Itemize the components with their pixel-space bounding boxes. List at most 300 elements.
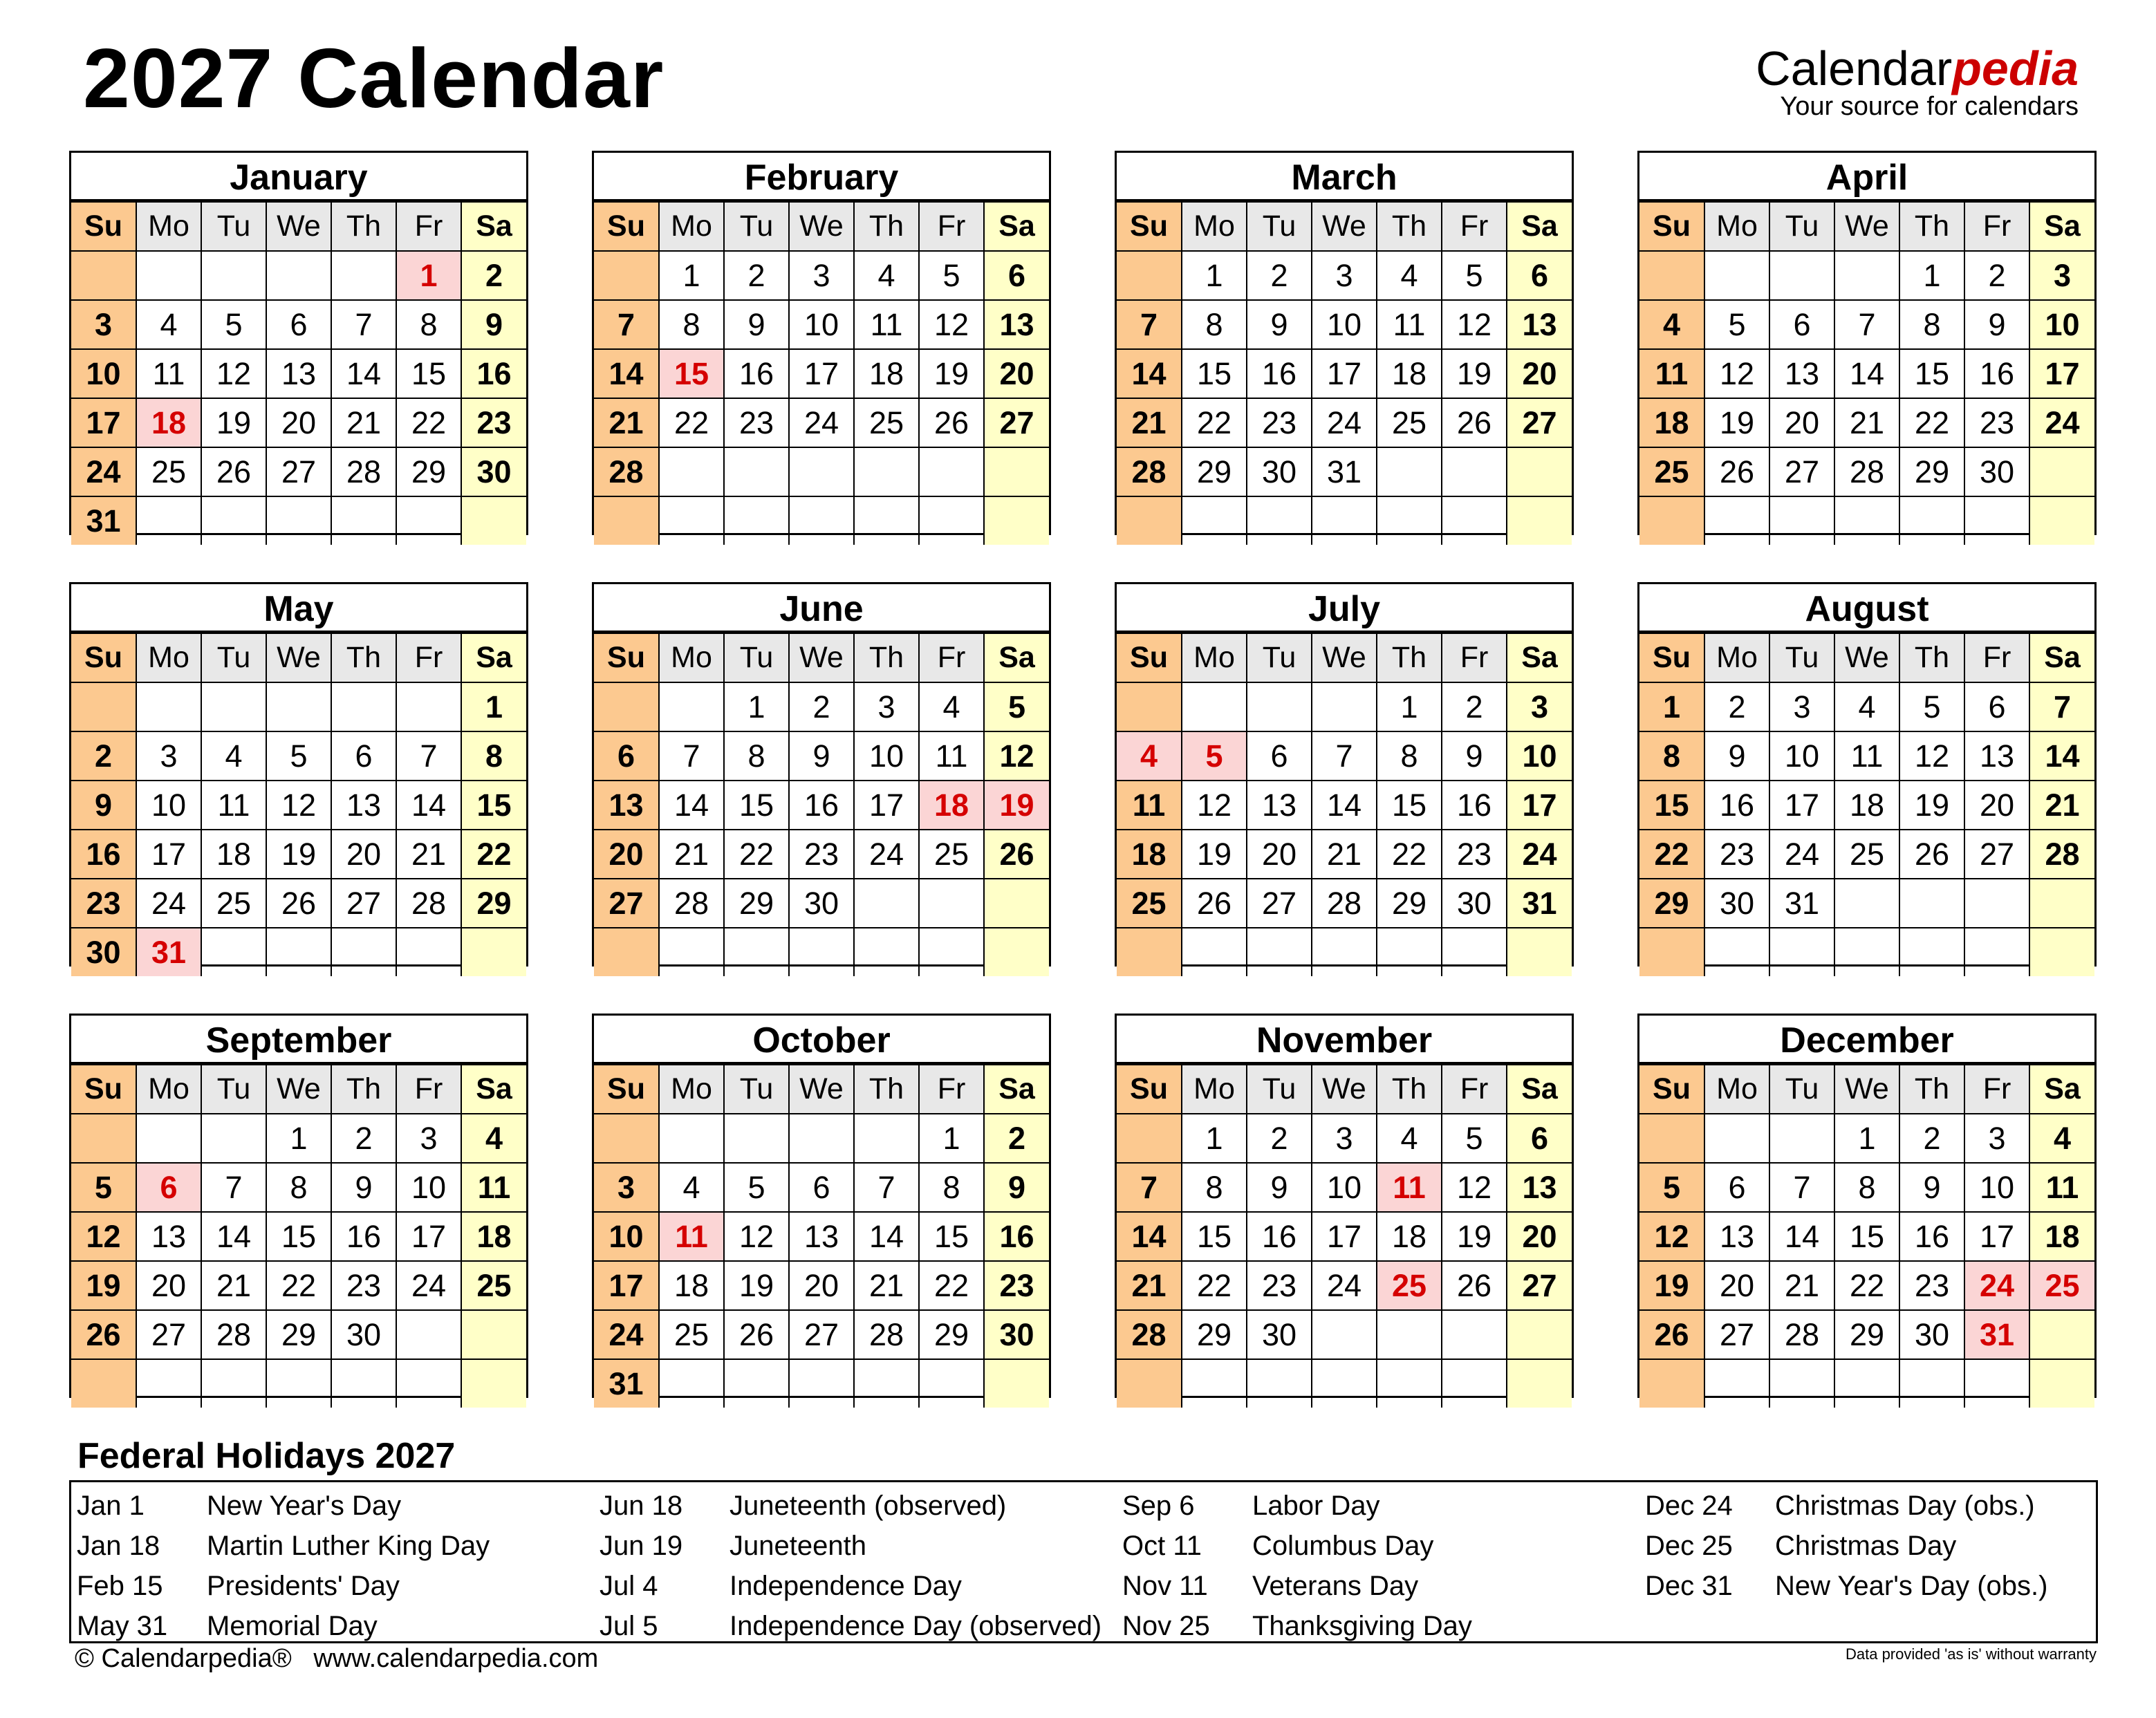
day-cell[interactable]: 7 [594,300,659,349]
day-cell[interactable]: 17 [1964,1212,2029,1261]
day-cell[interactable]: 3 [1507,682,1572,731]
day-cell[interactable]: 4 [1377,1114,1442,1163]
day-cell[interactable]: 14 [1117,349,1182,398]
day-cell[interactable]: 3 [854,682,919,731]
day-cell[interactable]: 22 [659,398,724,447]
day-cell[interactable]: 4 [1834,682,1899,731]
day-cell[interactable]: 24 [854,830,919,879]
day-cell[interactable]: 22 [1182,398,1247,447]
day-cell[interactable]: 6 [1769,300,1834,349]
day-cell[interactable]: 4 [919,682,984,731]
day-cell[interactable]: 21 [854,1261,919,1310]
holiday-day-cell[interactable]: 5 [1182,731,1247,781]
day-cell[interactable]: 9 [984,1163,1049,1212]
day-cell[interactable]: 16 [789,781,854,830]
day-cell[interactable]: 24 [594,1310,659,1359]
day-cell[interactable]: 5 [724,1163,789,1212]
holiday-day-cell[interactable]: 25 [1377,1261,1442,1310]
day-cell[interactable]: 15 [266,1212,331,1261]
day-cell[interactable]: 23 [789,830,854,879]
day-cell[interactable]: 26 [1182,879,1247,928]
day-cell[interactable]: 24 [2029,398,2094,447]
day-cell[interactable]: 30 [1899,1310,1964,1359]
day-cell[interactable]: 25 [136,447,201,496]
day-cell[interactable]: 20 [266,398,331,447]
day-cell[interactable]: 19 [724,1261,789,1310]
day-cell[interactable]: 4 [854,251,919,300]
day-cell[interactable]: 16 [1964,349,2029,398]
day-cell[interactable]: 9 [1899,1163,1964,1212]
day-cell[interactable]: 13 [1507,1163,1572,1212]
day-cell[interactable]: 1 [1834,1114,1899,1163]
day-cell[interactable]: 30 [1704,879,1769,928]
day-cell[interactable]: 8 [1899,300,1964,349]
day-cell[interactable]: 6 [331,731,396,781]
day-cell[interactable]: 24 [1769,830,1834,879]
holiday-day-cell[interactable]: 18 [919,781,984,830]
day-cell[interactable]: 10 [594,1212,659,1261]
day-cell[interactable]: 5 [1442,1114,1507,1163]
day-cell[interactable]: 3 [1312,1114,1377,1163]
day-cell[interactable]: 18 [659,1261,724,1310]
day-cell[interactable]: 26 [71,1310,136,1359]
day-cell[interactable]: 25 [461,1261,526,1310]
day-cell[interactable]: 16 [1247,349,1312,398]
day-cell[interactable]: 15 [1834,1212,1899,1261]
day-cell[interactable]: 13 [1507,300,1572,349]
day-cell[interactable]: 27 [789,1310,854,1359]
day-cell[interactable]: 14 [854,1212,919,1261]
day-cell[interactable]: 11 [201,781,266,830]
day-cell[interactable]: 30 [1247,1310,1312,1359]
holiday-day-cell[interactable]: 31 [136,928,201,976]
day-cell[interactable]: 8 [1639,731,1704,781]
day-cell[interactable]: 29 [1182,447,1247,496]
day-cell[interactable]: 27 [984,398,1049,447]
day-cell[interactable]: 3 [2029,251,2094,300]
day-cell[interactable]: 16 [1247,1212,1312,1261]
day-cell[interactable]: 20 [1704,1261,1769,1310]
day-cell[interactable]: 25 [1117,879,1182,928]
day-cell[interactable]: 28 [854,1310,919,1359]
day-cell[interactable]: 30 [1442,879,1507,928]
day-cell[interactable]: 6 [266,300,331,349]
holiday-day-cell[interactable]: 15 [659,349,724,398]
day-cell[interactable]: 24 [136,879,201,928]
day-cell[interactable]: 27 [266,447,331,496]
day-cell[interactable]: 7 [331,300,396,349]
day-cell[interactable]: 29 [266,1310,331,1359]
day-cell[interactable]: 30 [331,1310,396,1359]
day-cell[interactable]: 23 [1899,1261,1964,1310]
day-cell[interactable]: 1 [724,682,789,731]
day-cell[interactable]: 30 [984,1310,1049,1359]
day-cell[interactable]: 6 [1247,731,1312,781]
day-cell[interactable]: 2 [1964,251,2029,300]
day-cell[interactable]: 11 [1834,731,1899,781]
day-cell[interactable]: 4 [201,731,266,781]
day-cell[interactable]: 12 [724,1212,789,1261]
day-cell[interactable]: 11 [1117,781,1182,830]
day-cell[interactable]: 10 [396,1163,461,1212]
day-cell[interactable]: 6 [1507,1114,1572,1163]
day-cell[interactable]: 15 [1182,349,1247,398]
day-cell[interactable]: 28 [1834,447,1899,496]
day-cell[interactable]: 3 [1312,251,1377,300]
day-cell[interactable]: 3 [136,731,201,781]
day-cell[interactable]: 12 [201,349,266,398]
day-cell[interactable]: 3 [1964,1114,2029,1163]
holiday-day-cell[interactable]: 25 [2029,1261,2094,1310]
day-cell[interactable]: 20 [331,830,396,879]
day-cell[interactable]: 16 [1442,781,1507,830]
day-cell[interactable]: 26 [1899,830,1964,879]
day-cell[interactable]: 18 [201,830,266,879]
day-cell[interactable]: 14 [1834,349,1899,398]
day-cell[interactable]: 19 [266,830,331,879]
day-cell[interactable]: 23 [1964,398,2029,447]
day-cell[interactable]: 29 [461,879,526,928]
day-cell[interactable]: 2 [1704,682,1769,731]
day-cell[interactable]: 9 [789,731,854,781]
day-cell[interactable]: 26 [1639,1310,1704,1359]
day-cell[interactable]: 13 [789,1212,854,1261]
day-cell[interactable]: 24 [789,398,854,447]
day-cell[interactable]: 22 [396,398,461,447]
day-cell[interactable]: 23 [984,1261,1049,1310]
day-cell[interactable]: 19 [1182,830,1247,879]
day-cell[interactable]: 20 [594,830,659,879]
day-cell[interactable]: 22 [724,830,789,879]
day-cell[interactable]: 28 [201,1310,266,1359]
day-cell[interactable]: 6 [984,251,1049,300]
day-cell[interactable]: 26 [1704,447,1769,496]
day-cell[interactable]: 2 [331,1114,396,1163]
day-cell[interactable]: 20 [1247,830,1312,879]
day-cell[interactable]: 10 [2029,300,2094,349]
day-cell[interactable]: 22 [266,1261,331,1310]
day-cell[interactable]: 14 [1117,1212,1182,1261]
day-cell[interactable]: 5 [919,251,984,300]
day-cell[interactable]: 12 [984,731,1049,781]
day-cell[interactable]: 8 [461,731,526,781]
day-cell[interactable]: 20 [136,1261,201,1310]
day-cell[interactable]: 18 [854,349,919,398]
day-cell[interactable]: 25 [201,879,266,928]
day-cell[interactable]: 23 [331,1261,396,1310]
day-cell[interactable]: 12 [1704,349,1769,398]
day-cell[interactable]: 11 [1639,349,1704,398]
day-cell[interactable]: 1 [659,251,724,300]
day-cell[interactable]: 11 [461,1163,526,1212]
day-cell[interactable]: 7 [1769,1163,1834,1212]
day-cell[interactable]: 24 [396,1261,461,1310]
day-cell[interactable]: 17 [2029,349,2094,398]
day-cell[interactable]: 26 [724,1310,789,1359]
day-cell[interactable]: 15 [1639,781,1704,830]
day-cell[interactable]: 15 [1899,349,1964,398]
day-cell[interactable]: 14 [201,1212,266,1261]
day-cell[interactable]: 8 [1182,300,1247,349]
day-cell[interactable]: 6 [1704,1163,1769,1212]
day-cell[interactable]: 28 [2029,830,2094,879]
day-cell[interactable]: 15 [461,781,526,830]
day-cell[interactable]: 25 [1639,447,1704,496]
day-cell[interactable]: 9 [71,781,136,830]
day-cell[interactable]: 26 [201,447,266,496]
day-cell[interactable]: 21 [1117,1261,1182,1310]
day-cell[interactable]: 14 [1312,781,1377,830]
day-cell[interactable]: 17 [136,830,201,879]
day-cell[interactable]: 29 [1899,447,1964,496]
day-cell[interactable]: 18 [1377,1212,1442,1261]
day-cell[interactable]: 29 [1182,1310,1247,1359]
holiday-day-cell[interactable]: 6 [136,1163,201,1212]
day-cell[interactable]: 2 [724,251,789,300]
day-cell[interactable]: 8 [1834,1163,1899,1212]
day-cell[interactable]: 2 [71,731,136,781]
day-cell[interactable]: 22 [1834,1261,1899,1310]
day-cell[interactable]: 12 [1639,1212,1704,1261]
day-cell[interactable]: 9 [331,1163,396,1212]
day-cell[interactable]: 29 [1639,879,1704,928]
day-cell[interactable]: 1 [461,682,526,731]
day-cell[interactable]: 13 [1769,349,1834,398]
day-cell[interactable]: 3 [1769,682,1834,731]
day-cell[interactable]: 1 [919,1114,984,1163]
day-cell[interactable]: 31 [1312,447,1377,496]
day-cell[interactable]: 31 [1769,879,1834,928]
day-cell[interactable]: 6 [1964,682,2029,731]
calendarpedia-logo[interactable] [1756,41,2079,122]
day-cell[interactable]: 13 [266,349,331,398]
day-cell[interactable]: 12 [1442,1163,1507,1212]
holiday-day-cell[interactable]: 4 [1117,731,1182,781]
day-cell[interactable]: 29 [919,1310,984,1359]
day-cell[interactable]: 24 [1312,1261,1377,1310]
day-cell[interactable]: 22 [1899,398,1964,447]
day-cell[interactable]: 21 [1834,398,1899,447]
day-cell[interactable]: 21 [2029,781,2094,830]
day-cell[interactable]: 27 [1964,830,2029,879]
day-cell[interactable]: 5 [266,731,331,781]
day-cell[interactable]: 21 [659,830,724,879]
holiday-day-cell[interactable]: 11 [659,1212,724,1261]
day-cell[interactable]: 21 [1769,1261,1834,1310]
day-cell[interactable]: 18 [2029,1212,2094,1261]
day-cell[interactable]: 10 [136,781,201,830]
day-cell[interactable]: 10 [1769,731,1834,781]
day-cell[interactable]: 28 [659,879,724,928]
day-cell[interactable]: 18 [1377,349,1442,398]
day-cell[interactable]: 9 [1247,300,1312,349]
day-cell[interactable]: 15 [396,349,461,398]
day-cell[interactable]: 4 [136,300,201,349]
day-cell[interactable]: 22 [461,830,526,879]
day-cell[interactable]: 10 [71,349,136,398]
day-cell[interactable]: 25 [659,1310,724,1359]
day-cell[interactable]: 23 [724,398,789,447]
day-cell[interactable]: 24 [1312,398,1377,447]
day-cell[interactable]: 30 [1964,447,2029,496]
day-cell[interactable]: 7 [659,731,724,781]
day-cell[interactable]: 10 [1507,731,1572,781]
day-cell[interactable]: 22 [1639,830,1704,879]
day-cell[interactable]: 18 [1117,830,1182,879]
day-cell[interactable]: 7 [1834,300,1899,349]
day-cell[interactable]: 12 [1442,300,1507,349]
day-cell[interactable]: 27 [331,879,396,928]
day-cell[interactable]: 7 [1312,731,1377,781]
day-cell[interactable]: 19 [919,349,984,398]
day-cell[interactable]: 12 [1182,781,1247,830]
day-cell[interactable]: 27 [1769,447,1834,496]
day-cell[interactable]: 19 [1899,781,1964,830]
day-cell[interactable]: 8 [266,1163,331,1212]
day-cell[interactable]: 29 [1377,879,1442,928]
day-cell[interactable]: 7 [396,731,461,781]
day-cell[interactable]: 27 [1704,1310,1769,1359]
day-cell[interactable]: 7 [854,1163,919,1212]
day-cell[interactable]: 1 [1182,251,1247,300]
day-cell[interactable]: 11 [2029,1163,2094,1212]
day-cell[interactable]: 20 [984,349,1049,398]
day-cell[interactable]: 7 [2029,682,2094,731]
day-cell[interactable]: 5 [1704,300,1769,349]
day-cell[interactable]: 22 [1182,1261,1247,1310]
day-cell[interactable]: 20 [789,1261,854,1310]
day-cell[interactable]: 1 [1377,682,1442,731]
day-cell[interactable]: 11 [1377,300,1442,349]
day-cell[interactable]: 17 [1312,1212,1377,1261]
day-cell[interactable]: 2 [1247,1114,1312,1163]
day-cell[interactable]: 28 [1769,1310,1834,1359]
day-cell[interactable]: 11 [919,731,984,781]
day-cell[interactable]: 17 [594,1261,659,1310]
day-cell[interactable]: 16 [331,1212,396,1261]
day-cell[interactable]: 26 [1442,398,1507,447]
day-cell[interactable]: 25 [1377,398,1442,447]
day-cell[interactable]: 19 [1442,1212,1507,1261]
day-cell[interactable]: 25 [919,830,984,879]
day-cell[interactable]: 26 [1442,1261,1507,1310]
day-cell[interactable]: 2 [789,682,854,731]
day-cell[interactable]: 29 [396,447,461,496]
day-cell[interactable]: 15 [1377,781,1442,830]
day-cell[interactable]: 19 [71,1261,136,1310]
day-cell[interactable]: 18 [461,1212,526,1261]
day-cell[interactable]: 13 [136,1212,201,1261]
day-cell[interactable]: 18 [1834,781,1899,830]
day-cell[interactable]: 16 [724,349,789,398]
day-cell[interactable]: 9 [724,300,789,349]
day-cell[interactable]: 7 [201,1163,266,1212]
day-cell[interactable]: 28 [1117,447,1182,496]
day-cell[interactable]: 1 [1899,251,1964,300]
day-cell[interactable]: 29 [1834,1310,1899,1359]
day-cell[interactable]: 15 [919,1212,984,1261]
day-cell[interactable]: 26 [919,398,984,447]
day-cell[interactable]: 10 [1964,1163,2029,1212]
day-cell[interactable]: 5 [1899,682,1964,731]
day-cell[interactable]: 21 [331,398,396,447]
day-cell[interactable]: 24 [1507,830,1572,879]
day-cell[interactable]: 7 [1117,1163,1182,1212]
day-cell[interactable]: 4 [2029,1114,2094,1163]
day-cell[interactable]: 17 [1769,781,1834,830]
day-cell[interactable]: 21 [201,1261,266,1310]
day-cell[interactable]: 8 [724,731,789,781]
day-cell[interactable]: 21 [594,398,659,447]
day-cell[interactable]: 17 [1312,349,1377,398]
day-cell[interactable]: 13 [331,781,396,830]
day-cell[interactable]: 30 [789,879,854,928]
day-cell[interactable]: 20 [1964,781,2029,830]
day-cell[interactable]: 26 [984,830,1049,879]
day-cell[interactable]: 14 [1769,1212,1834,1261]
day-cell[interactable]: 1 [1182,1114,1247,1163]
day-cell[interactable]: 8 [396,300,461,349]
day-cell[interactable]: 13 [1964,731,2029,781]
day-cell[interactable]: 27 [136,1310,201,1359]
day-cell[interactable]: 12 [1899,731,1964,781]
day-cell[interactable]: 14 [396,781,461,830]
day-cell[interactable]: 3 [71,300,136,349]
day-cell[interactable]: 13 [1247,781,1312,830]
day-cell[interactable]: 20 [1507,1212,1572,1261]
day-cell[interactable]: 9 [461,300,526,349]
day-cell[interactable]: 4 [659,1163,724,1212]
day-cell[interactable]: 9 [1247,1163,1312,1212]
day-cell[interactable]: 19 [1704,398,1769,447]
day-cell[interactable]: 23 [71,879,136,928]
day-cell[interactable]: 21 [1117,398,1182,447]
day-cell[interactable]: 8 [1377,731,1442,781]
day-cell[interactable]: 11 [854,300,919,349]
day-cell[interactable]: 9 [1442,731,1507,781]
day-cell[interactable]: 5 [1442,251,1507,300]
day-cell[interactable]: 8 [659,300,724,349]
day-cell[interactable]: 14 [659,781,724,830]
day-cell[interactable]: 28 [331,447,396,496]
day-cell[interactable]: 16 [71,830,136,879]
day-cell[interactable]: 23 [1247,1261,1312,1310]
day-cell[interactable]: 6 [594,731,659,781]
day-cell[interactable]: 30 [71,928,136,976]
day-cell[interactable]: 17 [1507,781,1572,830]
day-cell[interactable]: 4 [461,1114,526,1163]
day-cell[interactable]: 10 [789,300,854,349]
day-cell[interactable]: 30 [1247,447,1312,496]
day-cell[interactable]: 12 [919,300,984,349]
day-cell[interactable]: 21 [396,830,461,879]
day-cell[interactable]: 11 [136,349,201,398]
day-cell[interactable]: 4 [1377,251,1442,300]
day-cell[interactable]: 20 [1507,349,1572,398]
day-cell[interactable]: 14 [331,349,396,398]
day-cell[interactable]: 8 [1182,1163,1247,1212]
holiday-day-cell[interactable]: 11 [1377,1163,1442,1212]
day-cell[interactable]: 23 [461,398,526,447]
day-cell[interactable]: 21 [1312,830,1377,879]
day-cell[interactable]: 2 [461,251,526,300]
day-cell[interactable]: 2 [1442,682,1507,731]
day-cell[interactable]: 3 [594,1163,659,1212]
day-cell[interactable]: 27 [594,879,659,928]
day-cell[interactable]: 23 [1704,830,1769,879]
day-cell[interactable]: 16 [461,349,526,398]
day-cell[interactable]: 17 [789,349,854,398]
